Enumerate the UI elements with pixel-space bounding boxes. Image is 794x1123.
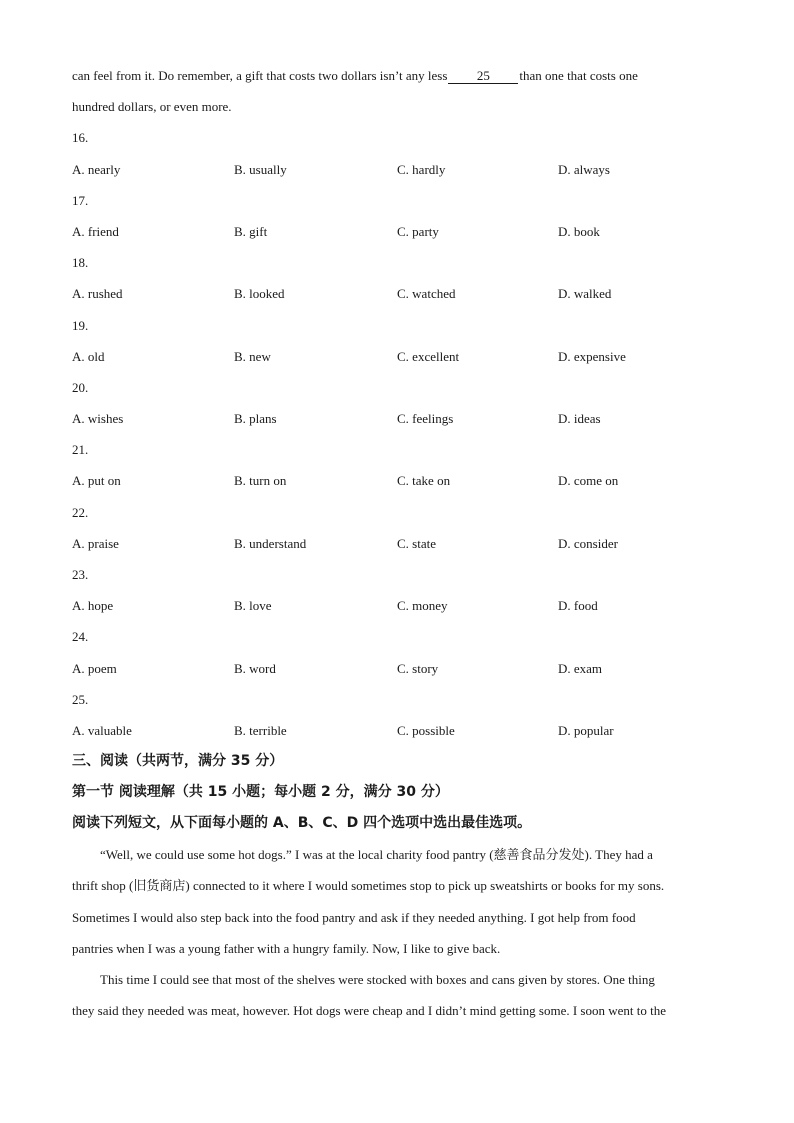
question-list xyxy=(72,122,722,746)
option-c: C. watched xyxy=(397,286,456,302)
option-b: B. turn on xyxy=(234,473,287,489)
option-b: B. understand xyxy=(234,535,307,551)
option-a: A. put on xyxy=(72,473,121,489)
option-a: A. wishes xyxy=(72,411,124,427)
option-c: C. state xyxy=(397,535,436,551)
option-row xyxy=(72,403,722,434)
document-page xyxy=(72,60,722,1026)
intro-text-before-blank: can feel from it. Do remember, a gift that costs two dollars isn’t any less xyxy=(72,68,448,83)
option-row xyxy=(72,528,722,559)
blank-25: 25 xyxy=(448,69,518,84)
option-row xyxy=(72,715,722,746)
option-c: C. feelings xyxy=(397,411,454,427)
option-row xyxy=(72,590,722,621)
option-b: B. word xyxy=(234,660,276,676)
option-a: A. old xyxy=(72,348,105,364)
option-d: D. expensive xyxy=(558,348,626,364)
option-d: D. come on xyxy=(558,473,619,489)
passage-continuation-line xyxy=(72,91,722,122)
question-number: 25. xyxy=(72,691,89,707)
option-a: A. friend xyxy=(72,223,119,239)
option-d: D. exam xyxy=(558,660,603,676)
option-a: A. poem xyxy=(72,660,117,676)
option-b: B. love xyxy=(234,598,272,614)
option-c: C. take on xyxy=(397,473,451,489)
option-b: B. gift xyxy=(234,223,268,239)
question-number: 22. xyxy=(72,504,89,520)
option-row xyxy=(72,341,722,372)
option-a: A. hope xyxy=(72,598,114,614)
reading-passage xyxy=(72,839,722,1026)
option-b: B. new xyxy=(234,348,271,364)
passage-line: pantries when I was a young father with a hungry family. Now, I like to give back. xyxy=(72,940,501,956)
question-number: 17. xyxy=(72,192,89,208)
option-d: D. book xyxy=(558,223,600,239)
question-number: 16. xyxy=(72,130,89,146)
passage-line: they said they needed was meat, however. Hot dogs were cheap and I didn’t mind getting some. I soon went to the xyxy=(72,1003,667,1019)
question-number: 23. xyxy=(72,567,89,582)
option-row xyxy=(72,653,722,684)
option-b: B. usually xyxy=(234,161,287,177)
passage-line: This time I could see that most of the shelves were stocked with boxes and cans given by stores. One thing xyxy=(100,971,655,987)
section-instruction: 阅读下列短文，从下面每小题的 A、B、C、D 四个选项中选出最佳选项。 xyxy=(72,815,532,832)
section-title: 三、阅读（共两节，满分 35 分） xyxy=(72,753,284,770)
option-b: B. terrible xyxy=(234,722,287,738)
option-a: A. praise xyxy=(72,535,119,551)
passage-line: Sometimes I would also step back into the food pantry and ask if they needed anything. I got help from food xyxy=(72,909,636,925)
option-c: C. excellent xyxy=(397,348,460,364)
question-number: 24. xyxy=(72,629,89,645)
option-c: C. possible xyxy=(397,722,455,738)
option-b: B. looked xyxy=(234,286,285,302)
option-row xyxy=(72,278,722,309)
passage-line: thrift shop (旧货商店) connected to it where I would sometimes stop to pick up sweatshirts or books for my sons. xyxy=(72,878,665,894)
intro-text-line-2: hundred dollars, or even more. xyxy=(72,99,232,115)
question-number: 20. xyxy=(72,379,89,395)
option-a: A. rushed xyxy=(72,286,123,302)
option-row xyxy=(72,216,722,247)
option-d: D. consider xyxy=(558,535,618,551)
option-d: D. food xyxy=(558,598,598,614)
intro-text-after-blank: than one that costs one xyxy=(519,68,638,83)
option-a: A. valuable xyxy=(72,722,132,738)
option-c: C. hardly xyxy=(397,161,446,177)
option-d: D. always xyxy=(558,161,610,177)
option-c: C. party xyxy=(397,223,439,239)
question-number: 18. xyxy=(72,255,89,271)
option-d: D. ideas xyxy=(558,411,601,427)
option-a: A. nearly xyxy=(72,161,121,177)
passage-line: “Well, we could use some hot dogs.” I was at the local charity food pantry (慈善食品分发处). They had a xyxy=(100,847,653,863)
option-c: C. money xyxy=(397,598,448,614)
option-b: B. plans xyxy=(234,411,277,427)
question-number: 21. xyxy=(72,442,89,458)
option-d: D. walked xyxy=(558,286,612,302)
section-subtitle: 第一节 阅读理解（共 15 小题；每小题 2 分，满分 30 分） xyxy=(72,784,449,801)
option-c: C. story xyxy=(397,660,439,676)
option-row xyxy=(72,465,722,496)
question-number: 19. xyxy=(72,317,89,333)
passage-continuation-line xyxy=(72,60,722,91)
option-row xyxy=(72,154,722,185)
option-d: D. popular xyxy=(558,722,614,738)
